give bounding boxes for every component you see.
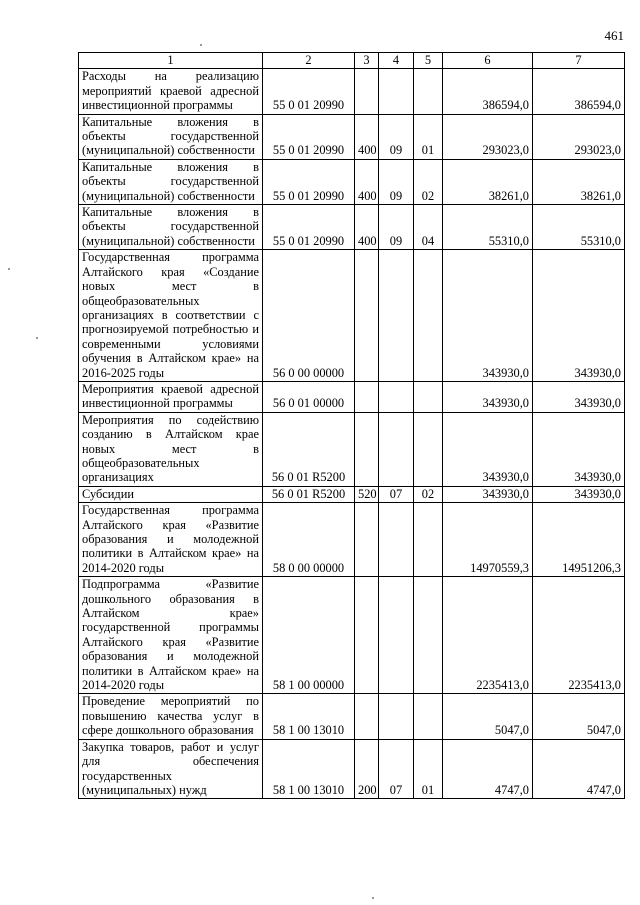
subsection-code (414, 69, 443, 114)
amount-col7: 2235413,0 (533, 577, 625, 694)
expense-name: Расходы на реализацию мероприятий краевой адресной инвестиционной программы (79, 69, 263, 114)
amount-col7: 38261,0 (533, 159, 625, 204)
column-number-row (79, 53, 625, 69)
target-article-code: 56 0 01 R5200 (263, 412, 355, 486)
column-number: 4 (379, 53, 414, 69)
expense-name: Мероприятия краевой адресной инвестиционной программы (79, 381, 263, 412)
subsection-code (414, 577, 443, 694)
expense-name: Капитальные вложения в объекты государственной (муниципальной) собственности (79, 159, 263, 204)
expense-type-code (355, 577, 379, 694)
subsection-code: 04 (414, 205, 443, 250)
expense-type-code (355, 381, 379, 412)
subsection-code (414, 381, 443, 412)
column-number: 5 (414, 53, 443, 69)
amount-col6: 38261,0 (443, 159, 533, 204)
subsection-code: 01 (414, 739, 443, 799)
subsection-code (414, 250, 443, 382)
subsection-code: 02 (414, 486, 443, 502)
amount-col7: 14951206,3 (533, 503, 625, 577)
expense-name: Капитальные вложения в объекты государственной (муниципальной) собственности (79, 114, 263, 159)
section-code (379, 381, 414, 412)
target-article-code: 55 0 01 20990 (263, 114, 355, 159)
amount-col6: 343930,0 (443, 381, 533, 412)
target-article-code: 58 1 00 13010 (263, 739, 355, 799)
expense-type-code: 400 (355, 159, 379, 204)
target-article-code: 58 1 00 00000 (263, 577, 355, 694)
target-article-code: 56 0 01 00000 (263, 381, 355, 412)
expense-name: Подпрограмма «Развитие дошкольного образования в Алтайском крае» государственной программы Алтайского края «Развитие образования и молодежной политики в Алтайском крае» на 2014-2020 годы (79, 577, 263, 694)
scan-speck (372, 897, 374, 899)
column-number: 6 (443, 53, 533, 69)
section-code: 09 (379, 159, 414, 204)
expense-type-code (355, 250, 379, 382)
section-code: 09 (379, 114, 414, 159)
amount-col7: 343930,0 (533, 381, 625, 412)
expense-type-code (355, 69, 379, 114)
budget-table (78, 52, 625, 799)
amount-col7: 293023,0 (533, 114, 625, 159)
table-row (79, 381, 625, 412)
section-code (379, 694, 414, 739)
expense-name: Мероприятия по содействию созданию в Алтайском крае новых мест в общеобразовательных организациях (79, 412, 263, 486)
scan-speck (8, 268, 10, 270)
subsection-code: 01 (414, 114, 443, 159)
section-code (379, 69, 414, 114)
scan-speck (200, 44, 202, 46)
amount-col6: 343930,0 (443, 250, 533, 382)
table-row (79, 739, 625, 799)
table-row (79, 159, 625, 204)
subsection-code (414, 503, 443, 577)
target-article-code: 58 0 00 00000 (263, 503, 355, 577)
section-code (379, 250, 414, 382)
expense-name: Субсидии (79, 486, 263, 502)
amount-col6: 343930,0 (443, 412, 533, 486)
section-code (379, 503, 414, 577)
table-row (79, 69, 625, 114)
column-number: 7 (533, 53, 625, 69)
expense-name: Закупка товаров, работ и услуг для обеспечения государственных (муниципальных) нужд (79, 739, 263, 799)
target-article-code: 56 0 00 00000 (263, 250, 355, 382)
amount-col6: 14970559,3 (443, 503, 533, 577)
amount-col6: 293023,0 (443, 114, 533, 159)
section-code (379, 412, 414, 486)
subsection-code (414, 412, 443, 486)
table-row (79, 205, 625, 250)
subsection-code (414, 694, 443, 739)
expense-type-code (355, 503, 379, 577)
scan-speck (36, 337, 38, 339)
column-number: 3 (355, 53, 379, 69)
expense-name: Государственная программа Алтайского края «Создание новых мест в общеобразовательных организациях в соответствии с прогнозируемой потребностью и современными условиями обучения в Алтайском крае» на 2016-2025 годы (79, 250, 263, 382)
table-row (79, 694, 625, 739)
amount-col6: 5047,0 (443, 694, 533, 739)
table-row (79, 486, 625, 502)
column-number: 2 (263, 53, 355, 69)
amount-col7: 5047,0 (533, 694, 625, 739)
target-article-code: 58 1 00 13010 (263, 694, 355, 739)
amount-col7: 4747,0 (533, 739, 625, 799)
amount-col7: 55310,0 (533, 205, 625, 250)
section-code: 07 (379, 739, 414, 799)
table-row (79, 114, 625, 159)
amount-col7: 343930,0 (533, 412, 625, 486)
expense-name: Государственная программа Алтайского края «Развитие образования и молодежной политики в Алтайском крае» на 2014-2020 годы (79, 503, 263, 577)
expense-type-code: 400 (355, 205, 379, 250)
table-row (79, 250, 625, 382)
page-number: 461 (604, 28, 624, 43)
expense-type-code (355, 412, 379, 486)
amount-col7: 386594,0 (533, 69, 625, 114)
amount-col6: 343930,0 (443, 486, 533, 502)
amount-col6: 386594,0 (443, 69, 533, 114)
column-number: 1 (79, 53, 263, 69)
expense-name: Проведение мероприятий по повышению качества услуг в сфере дошкольного образования (79, 694, 263, 739)
expense-type-code: 400 (355, 114, 379, 159)
target-article-code: 56 0 01 R5200 (263, 486, 355, 502)
amount-col6: 2235413,0 (443, 577, 533, 694)
expense-type-code (355, 694, 379, 739)
amount-col6: 55310,0 (443, 205, 533, 250)
target-article-code: 55 0 01 20990 (263, 69, 355, 114)
section-code (379, 577, 414, 694)
table-row (79, 503, 625, 577)
amount-col7: 343930,0 (533, 486, 625, 502)
target-article-code: 55 0 01 20990 (263, 159, 355, 204)
amount-col7: 343930,0 (533, 250, 625, 382)
table-row (79, 412, 625, 486)
section-code: 09 (379, 205, 414, 250)
section-code: 07 (379, 486, 414, 502)
expense-name: Капитальные вложения в объекты государственной (муниципальной) собственности (79, 205, 263, 250)
expense-type-code: 200 (355, 739, 379, 799)
subsection-code: 02 (414, 159, 443, 204)
target-article-code: 55 0 01 20990 (263, 205, 355, 250)
expense-type-code: 520 (355, 486, 379, 502)
table-row (79, 577, 625, 694)
amount-col6: 4747,0 (443, 739, 533, 799)
